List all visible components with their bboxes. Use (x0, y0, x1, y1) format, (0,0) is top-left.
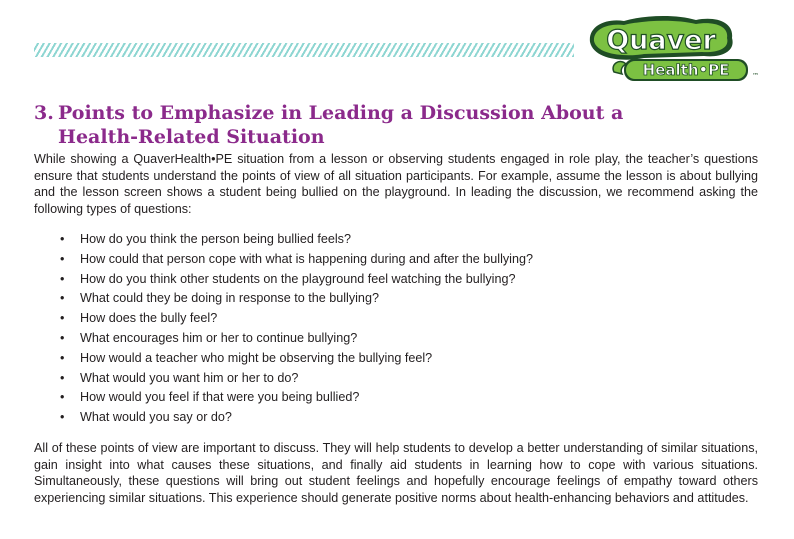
section-title-line2: Health-Related Situation (58, 126, 325, 148)
bullet-icon: • (60, 271, 65, 286)
logo-health-pe-text: Health•PE (642, 61, 730, 79)
list-item (60, 329, 533, 349)
bullet-icon: • (60, 370, 65, 385)
section-title-line1: Points to Emphasize in Leading a Discussion About a (58, 102, 624, 124)
list-item-text: What would you want him or her to do? (80, 370, 299, 385)
bullet-icon: • (60, 251, 65, 266)
list-item-text: What encourages him or her to continue bullying? (80, 330, 358, 345)
list-item-text: How do you think the person being bullied feels? (80, 232, 351, 246)
list-item-text: How do you think other students on the playground feel watching the bullying? (80, 271, 516, 286)
bullet-icon: • (60, 330, 65, 345)
bullet-icon: • (60, 232, 65, 246)
list-item-text: How does the bully feel? (80, 311, 218, 326)
quaver-health-pe-logo (584, 12, 764, 90)
list-item-text: What would you say or do? (80, 410, 232, 425)
bullet-icon: • (60, 350, 65, 365)
list-item (60, 408, 533, 428)
list-item (60, 349, 533, 369)
list-item (60, 250, 533, 270)
bullet-icon: • (60, 390, 65, 405)
list-item (60, 270, 533, 290)
list-item-text: How would you feel if that were you being bullied? (80, 390, 360, 405)
list-item (60, 388, 533, 408)
decorative-stripe (34, 43, 574, 57)
list-item (60, 309, 533, 329)
list-item (60, 230, 533, 250)
logo-quaver-text: Quaver (606, 25, 716, 56)
section-number: 3. (34, 102, 54, 124)
question-list (60, 230, 533, 428)
bullet-icon: • (60, 410, 65, 425)
logo-trademark: ™ (752, 72, 759, 80)
conclusion-paragraph: All of these points of view are important to discuss. They will help students to develop a better understanding of similar situations, gain insight into what causes these situations, and finally aid students in learning how to cope with various situations. Simultaneously, these questions will bring out student feelings and hopefully encourage feelings of empathy toward others experiencing similar situations. This experience should generate positive norms about health-enhancing behaviors and attitudes. (34, 441, 758, 505)
list-item-text: How could that person cope with what is happening during and after the bullying? (80, 251, 533, 266)
list-item-text: How would a teacher who might be observing the bullying feel? (80, 350, 433, 365)
intro-paragraph: While showing a QuaverHealth•PE situation from a lesson or observing students engaged in role play, the teacher’s questions ensure that students understand the points of view of all situation participants. For example, assume the lesson is about bullying and the lesson screen shows a student being bullied on the playground. In leading the discussion, we recommend asking the following types of questions: (34, 152, 758, 216)
list-item (60, 369, 533, 389)
section-heading (34, 101, 754, 149)
bullet-icon: • (60, 291, 65, 306)
list-item-text: What could they be doing in response to the bullying? (80, 291, 379, 306)
bullet-icon: • (60, 311, 65, 326)
list-item (60, 289, 533, 309)
